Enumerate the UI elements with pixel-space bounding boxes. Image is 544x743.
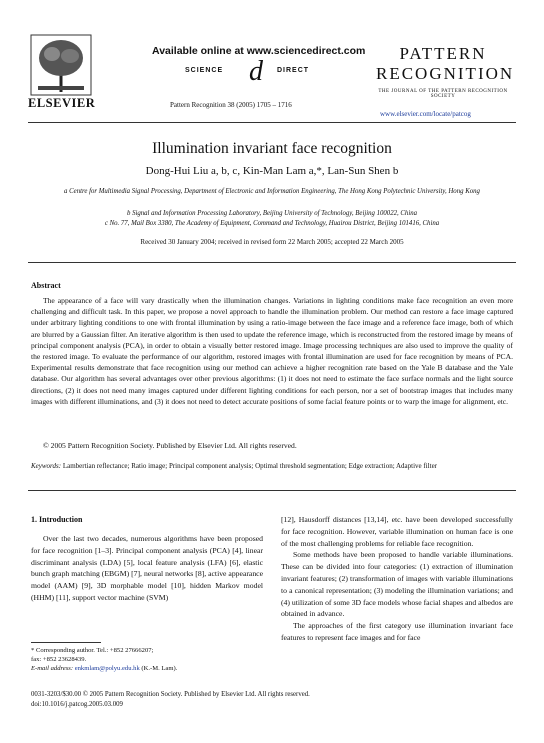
footnote-email-link[interactable]: enkmlam@polyu.edu.hk: [73, 665, 140, 672]
article-title: Illumination invariant face recognition: [152, 140, 392, 157]
intro-left-paragraph: Over the last two decades, numerous algorithms have been proposed for face recognition [1–3]. Principal component analysis (PCA) [4], linear discriminant analysis (LDA) [5], local feature analysis (LFA) [6], elastic bunch graph matching (EBGM) [7], neural networks [8], active appearance model (AAM) [9], 3D morphable model [10], hidden Markov model (HHM) [11], support vector machine (SVM): [31, 534, 263, 602]
sd-logo-left: SCIENCE: [185, 67, 224, 74]
abstract-bottom-rule: [28, 490, 516, 491]
affiliation-c: c No. 77, Mail Box 3380, The Academy of Equipment, Command and Technology, Huairou District, Beijing 101416, China: [104, 220, 440, 227]
journal-reference: Pattern Recognition 38 (2005) 1705 – 1716: [170, 101, 292, 109]
elsevier-tree-logo: [30, 34, 92, 104]
intro-right-paragraph-2: Some methods have been proposed to handle variable illuminations. These can be divided into four categories: (1) extraction of illumination invariant features; (2) transformation of images with variable illuminations to a canonical representation; (3) modeling the illumination variations; and (4) utilization of some 3D face models whose facial shapes and albedos are obtained in advance.: [281, 550, 513, 619]
journal-logo-subtitle: THE JOURNAL OF THE PATTERN RECOGNITION SOCIETY: [378, 89, 508, 99]
footnote-email-line: [31, 664, 263, 673]
intro-right-column: [281, 514, 513, 644]
bottom-info: [31, 690, 310, 710]
footnote-email-label: E-mail address:: [31, 665, 74, 672]
affiliation-a: a Centre for Multimedia Signal Processing, Department of Electronic and Information Engineering, The Hong Kong Polytechnic University, Hong Kong: [64, 188, 480, 195]
article-authors: Dong-Hui Liu a, b, c, Kin-Man Lam a,*, Lan-Sun Shen b: [145, 165, 399, 177]
header-rule: [28, 122, 516, 123]
abstract-heading: Abstract: [31, 281, 61, 290]
intro-right-paragraph-3: The approaches of the first category use illumination invariant face features to represent face images and for face: [281, 621, 513, 642]
journal-url-link[interactable]: www.elsevier.com/locate/patcog: [380, 110, 471, 118]
footnote-rule: [31, 642, 101, 643]
intro-right-paragraph-1: [12], Hausdorff distances [13,14], etc. have been developed successfully for face recognition. However, variable illumination on human face is one of the most challenging problems for reliable face recognition.: [281, 515, 513, 548]
keywords-label: Keywords:: [31, 462, 62, 470]
sciencedirect-logo: [185, 56, 363, 87]
journal-logo: [376, 44, 515, 104]
journal-logo-line1: PATTERN: [399, 44, 487, 63]
available-online-text: Available online at www.sciencedirect.com: [152, 45, 366, 57]
affiliation-b: b Signal and Information Processing Laboratory, Beijing University of Technology, Beijing 100022, China: [126, 210, 418, 217]
sd-logo-at: d: [249, 56, 263, 87]
abstract-text: The appearance of a face will vary drastically when the illumination changes. Variations in lighting conditions make face recognition an even more challenging and difficult task. In this paper, we propose a novel approach to handle the illumination problem. Our method can restore a face image captured under arbitrary lighting conditions to one with frontal illumination by using a ratio-image between the face image and a reference face image, both of which are blurred by a Gaussian filter. An iterative algorithm is then used to update the reference image, which is reconstructed from the restored image by means of principal component analysis (PCA), in order to obtain a visually better restored image. Image processing techniques are also used to improve the quality of the restored image. To evaluate the performance of our algorithm, restored images with frontal illumination are used for face recognition by means of PCA. Experimental results demonstrate that face recognition using our method can achieve a higher recognition rate based on the Yale B database and the Yale database. Our algorithm has several advantages over other previous algorithms: (1) it does not need to estimate the face surface normals and the light source directions, (2) it does not need many images captured under different lighting conditions for each person, nor a set of bootstrap images that includes many images with different illuminations, and (3) it does not need to detect accurate positions of some facial feature points or to warp the image for alignment, etc.: [31, 296, 513, 406]
keywords: [31, 461, 513, 472]
intro-left-column: [31, 533, 263, 604]
footnotes: [31, 646, 263, 673]
footnote-email-suffix: (K.-M. Lam).: [139, 665, 178, 672]
doi-link[interactable]: doi:10.1016/j.patcog.2005.03.009: [31, 701, 123, 708]
keywords-text: Lambertian reflectance; Ratio image; Principal component analysis; Optimal threshold segmentation; Edge extraction; Adaptive filter: [61, 462, 438, 470]
footnote-fax: fax: +852 23628439.: [31, 656, 87, 663]
introduction-heading: 1. Introduction: [31, 515, 83, 524]
publisher-name: ELSEVIER: [28, 96, 96, 110]
abstract-body: [31, 295, 513, 407]
issn-copyright: 0031-3203/$30.00 © 2005 Pattern Recognition Society. Published by Elsevier Ltd. All rights reserved.: [31, 691, 310, 698]
footnote-corresponding: * Corresponding author. Tel.: +852 27666207;: [31, 647, 154, 654]
abstract-copyright: © 2005 Pattern Recognition Society. Published by Elsevier Ltd. All rights reserved.: [43, 441, 297, 450]
received-dates: Received 30 January 2004; received in revised form 22 March 2005; accepted 22 March 2005: [140, 238, 404, 246]
sd-logo-right: DIRECT: [277, 67, 310, 74]
journal-logo-line2: RECOGNITION: [376, 64, 515, 83]
abstract-top-rule: [28, 262, 516, 263]
